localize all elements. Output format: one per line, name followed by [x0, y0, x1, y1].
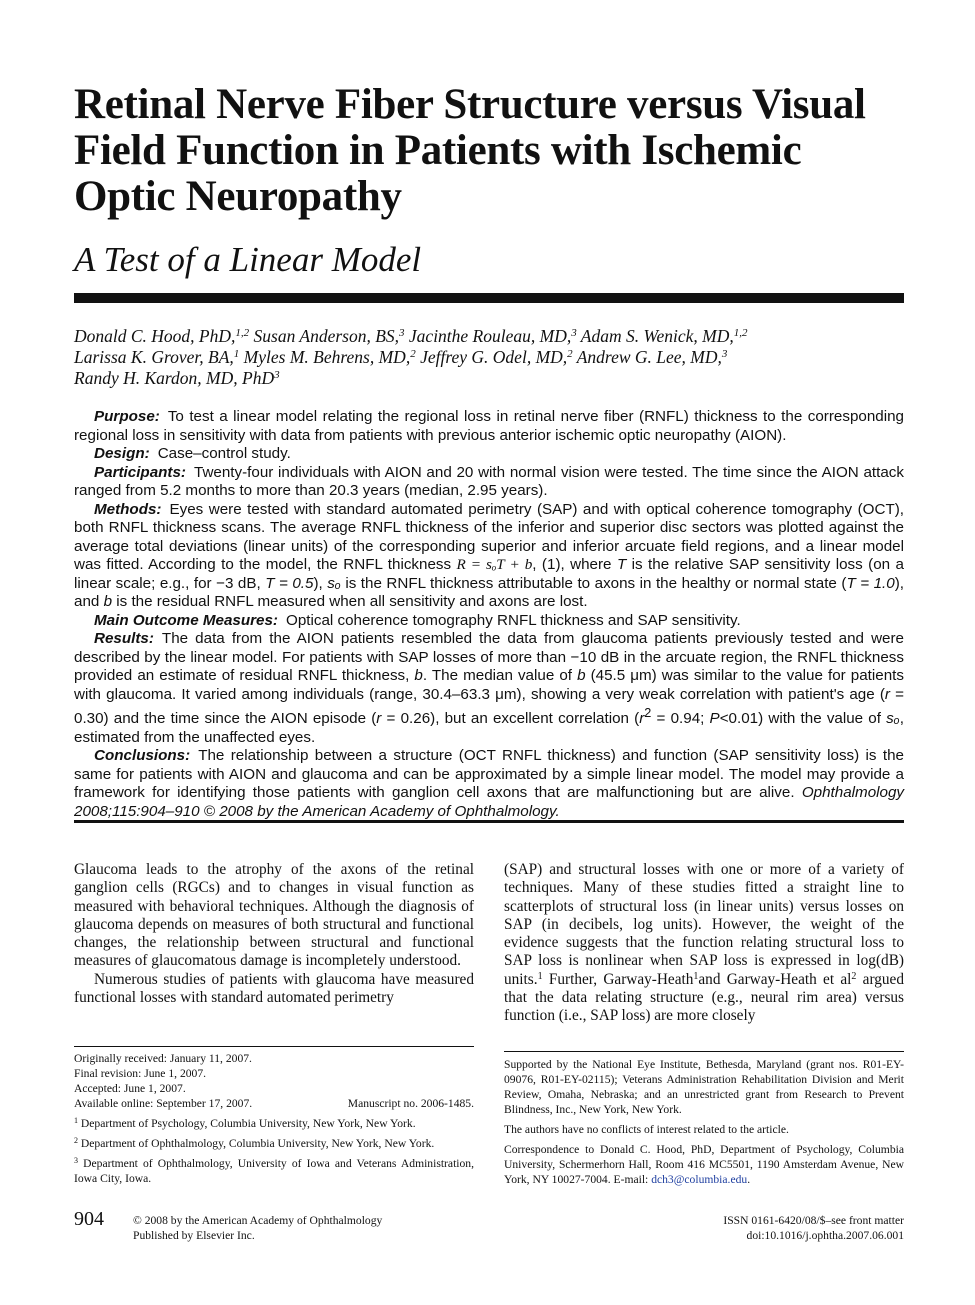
abstract-text: is the RNFL thickness attributable to axons in the healthy or normal state ( [345, 574, 847, 592]
article-subtitle: A Test of a Linear Model [74, 240, 422, 279]
body-paragraph: Glaucoma leads to the atrophy of the axons of the retinal ganglion cells (RGCs) and to changes in visual function as measured with behavioral techniques. Although the diagnosis of glaucoma depends on measures of both structural and functional changes, the relationship between structural and functional measures of glaucomatous damage is incompletely understood. [74, 861, 474, 970]
author-name: Adam S. Wenick, MD, [580, 326, 734, 346]
affiliation-3 [74, 1156, 474, 1186]
footnote-rule-right [504, 1051, 904, 1052]
footer-right [723, 1213, 904, 1243]
footnotes-right [504, 1057, 904, 1187]
math-symbol: sₒ [327, 574, 341, 592]
footnotes-left [74, 1051, 474, 1186]
math-symbol: sₒ [886, 710, 900, 728]
correspondence-note [504, 1142, 904, 1187]
reference-link[interactable]: 1 [693, 970, 699, 982]
affiliation-text: Department of Ophthalmology, University of Iowa and Veterans Administration, Iowa City, Iowa. [74, 1157, 474, 1185]
author-affiliation: 1,2 [733, 327, 748, 339]
abstract-design [74, 445, 904, 464]
title-line-2: Field Function in Patients with Ischemic [74, 127, 802, 174]
abstract-text: ), [313, 574, 323, 592]
math-symbol: P [709, 710, 720, 728]
abstract-label: Participants: [94, 463, 186, 481]
body-paragraph: Numerous studies of patients with glaucoma have measured functional losses with standard automated perimetry [74, 970, 474, 1007]
abstract-text: Eyes were tested with standard automated perimetry (SAP) and with optical coherence tomography (OCT), both RNFL thickness scans. The average RNFL thickness of the inferior and superior disc sectors was plotted against the average total deviations (linear units) of the corresponding superior and inferior arcuate field regions, and a linear model was fitted. According to the model, the RNFL thickness [74, 500, 904, 573]
affiliation-number: 3 [74, 1156, 78, 1165]
author-affiliation: 1 [233, 348, 240, 360]
math-superscript: 2 [644, 706, 652, 720]
abstract-text: <0.01) with the value of [719, 710, 881, 728]
abstract-text: = 0.30) and the time since the AION episode ( [74, 685, 904, 728]
author-list [74, 326, 904, 389]
author-name: Jacinthe Rouleau, MD, [408, 326, 572, 346]
abstract-label: Results: [94, 630, 154, 647]
affiliation-text: Department of Ophthalmology, Columbia University, New York, New York. [80, 1137, 435, 1150]
abstract-label: Conclusions: [94, 747, 191, 765]
author-affiliation: 3 [571, 327, 577, 339]
correspondence-end: . [747, 1173, 751, 1186]
affiliation-number: 1 [74, 1116, 78, 1125]
abstract-text: (45.5 μm) was similar to the value for patients with glaucoma. It varied among individuals (range, 30.4–63.3 μm), showing a very weak correlation with patient's age ( [74, 667, 904, 703]
abstract-text: , (1), where [532, 556, 612, 573]
author-line-1 [74, 326, 904, 347]
math-symbol: b [103, 593, 113, 610]
title-line-3: Optic Neuropathy [74, 173, 402, 220]
received-date: Originally received: January 11, 2007. [74, 1052, 252, 1065]
publisher: Published by Elsevier Inc. [133, 1229, 255, 1242]
affiliation-2 [74, 1136, 474, 1151]
abstract-text: Case–control study. [157, 445, 291, 462]
conflict-note: The authors have no conflicts of interest related to the article. [504, 1123, 789, 1136]
abstract-rule [74, 820, 904, 823]
author-name: Donald C. Hood, PhD, [74, 326, 236, 346]
author-name: Randy H. Kardon, MD, PhD [74, 368, 275, 388]
body-text: argued that the data relating structure (e.g., neural rim area) versus function (i.e., SAP loss) are more closely [504, 970, 904, 1025]
abstract-main-outcome [74, 612, 904, 631]
equation: R = sₒT + b [456, 556, 533, 573]
abstract-text: is the residual RNFL measured when all sensitivity and axons are lost. [116, 593, 588, 610]
math-symbol: r [884, 685, 890, 703]
footer-left [133, 1213, 382, 1243]
abstract-results [74, 630, 904, 747]
abstract-text: = 0.26), but an excellent correlation ( [386, 710, 640, 728]
math-symbol: T = 1.0 [846, 574, 895, 592]
author-affiliation: 3 [399, 327, 405, 339]
online-date: Available online: September 17, 2007. [74, 1097, 253, 1110]
abstract-text: The relationship between a structure (OCT RNFL thickness) and function (SAP sensitivity loss) is the same for patients with AION and glaucoma and can be approximated by a simple linear model. The model may provide a framework for identifying those patients with ganglion cell axons that are malfunctioning but are alive. [74, 747, 904, 802]
abstract-text: Optical coherence tomography RNFL thickness and SAP sensitivity. [286, 611, 741, 629]
abstract [74, 408, 904, 821]
math-symbol: b [414, 667, 423, 684]
author-affiliation: 3 [274, 369, 280, 381]
author-affiliation: 2 [567, 348, 573, 360]
abstract-text: , estimated from the unaffected eyes. [74, 710, 904, 746]
reference-link[interactable]: 1 [537, 970, 543, 982]
copyright: © 2008 by the American Academy of Ophthalmology [133, 1214, 383, 1227]
article-title [74, 82, 934, 220]
abstract-conclusions [74, 747, 904, 821]
manuscript-number: Manuscript no. 2006-1485. [347, 1097, 474, 1110]
page-number: 904 [74, 1208, 104, 1230]
author-affiliation: 2 [410, 348, 416, 360]
abstract-label: Methods: [94, 500, 162, 518]
author-line-2 [74, 347, 904, 368]
author-affiliation: 3 [721, 348, 728, 360]
journal-citation: Ophthalmology 2008;115:904–910 © 2008 by the American Academy of Ophthalmology. [74, 784, 904, 820]
abstract-label: Main Outcome Measures: [94, 611, 278, 629]
math-symbol: r [376, 710, 382, 728]
body-paragraph [504, 861, 904, 1026]
math-symbol: T = 0.5 [265, 574, 314, 592]
abstract-label: Design: [94, 445, 150, 462]
author-name: Jeffrey G. Odel, MD, [420, 347, 568, 367]
math-symbol: r [639, 710, 645, 728]
abstract-text: To test a linear model relating the regional loss in retinal nerve fiber (RNFL) thickness to the corresponding regional loss in sensitivity with data from patients with previous anterior ischemic optic neuropathy (AION). [74, 408, 904, 444]
online-row [74, 1096, 474, 1111]
author-name: Myles M. Behrens, MD, [243, 347, 411, 367]
abstract-text: . The median value of [422, 667, 572, 684]
affiliation-text: Department of Psychology, Columbia University, New York, New York. [80, 1117, 416, 1130]
body-text: and Garway-Heath et al [698, 970, 852, 988]
author-affiliation: 1,2 [235, 327, 250, 339]
title-rule [74, 293, 904, 303]
abstract-purpose [74, 408, 904, 445]
math-symbol: b [577, 667, 586, 684]
body-text: Further, Garway-Heath [548, 970, 694, 988]
correspondence-text: Correspondence to Donald C. Hood, PhD, Department of Psychology, Columbia University, Schermerhorn Hall, Room 416 MC5501, 1190 Amsterdam Avenue, New York, NY 10027-7004. E-mail: [504, 1143, 904, 1186]
abstract-text: Twenty-four individuals with AION and 20 with normal vision were tested. The time since the AION attack ranged from 5.2 months to more than 20.3 years (median, 2.95 years). [74, 463, 904, 499]
accepted-date: Accepted: June 1, 2007. [74, 1082, 186, 1095]
footnote-rule-left [74, 1046, 474, 1047]
body-column-left [74, 861, 474, 1007]
abstract-text: = 0.94; [656, 710, 705, 728]
reference-link[interactable]: 2 [851, 970, 857, 982]
body-column-right [504, 861, 904, 1026]
abstract-methods [74, 501, 904, 612]
abstract-label: Purpose: [94, 408, 160, 425]
abstract-text: ), and [74, 574, 904, 610]
affiliation-1 [74, 1116, 474, 1131]
revision-date: Final revision: June 1, 2007. [74, 1067, 207, 1080]
author-name: Susan Anderson, BS, [253, 326, 400, 346]
math-symbol: T [616, 556, 627, 573]
body-text: (SAP) and structural losses with one or more of a variety of techniques. Many of these studies fitted a straight line to scatterplots of structural loss (in linear units) versus losses on SAP (in decibels, log units). However, the weight of the evidence suggests that the function relating structural loss to SAP loss is nonlinear when SAP loss is expressed in log(dB) units. [504, 861, 904, 988]
author-name: Andrew G. Lee, MD, [576, 347, 722, 367]
abstract-text: The data from the AION patients resembled the data from glaucoma patients previously tested and were described by the linear model. For patients with SAP losses of more than −10 dB in the arcuate region, the RNFL thickness provided an estimate of residual RNFL thickness, [74, 630, 904, 684]
affiliation-number: 2 [74, 1136, 78, 1145]
doi[interactable]: doi:10.1016/j.ophtha.2007.06.001 [746, 1229, 904, 1242]
abstract-participants [74, 464, 904, 501]
title-line-1: Retinal Nerve Fiber Structure versus Visual [74, 81, 866, 128]
author-name: Larissa K. Grover, BA, [74, 347, 234, 367]
funding-note: Supported by the National Eye Institute, Bethesda, Maryland (grant nos. R01-EY-09076, R01-EY-02115); Veterans Administration Rehabilitation Division and Merit Review, Omaha, Nebraska; and an unrestricted grant from Research to Prevent Blindness, Inc., New York, New York. [504, 1058, 904, 1116]
abstract-text: is the relative SAP sensitivity loss (on a linear scale; e.g., for −3 dB, [74, 556, 904, 592]
author-line-3 [74, 368, 904, 389]
issn: ISSN 0161-6420/08/$–see front matter [723, 1214, 904, 1227]
email-link[interactable]: dch3@columbia.edu [651, 1173, 748, 1186]
